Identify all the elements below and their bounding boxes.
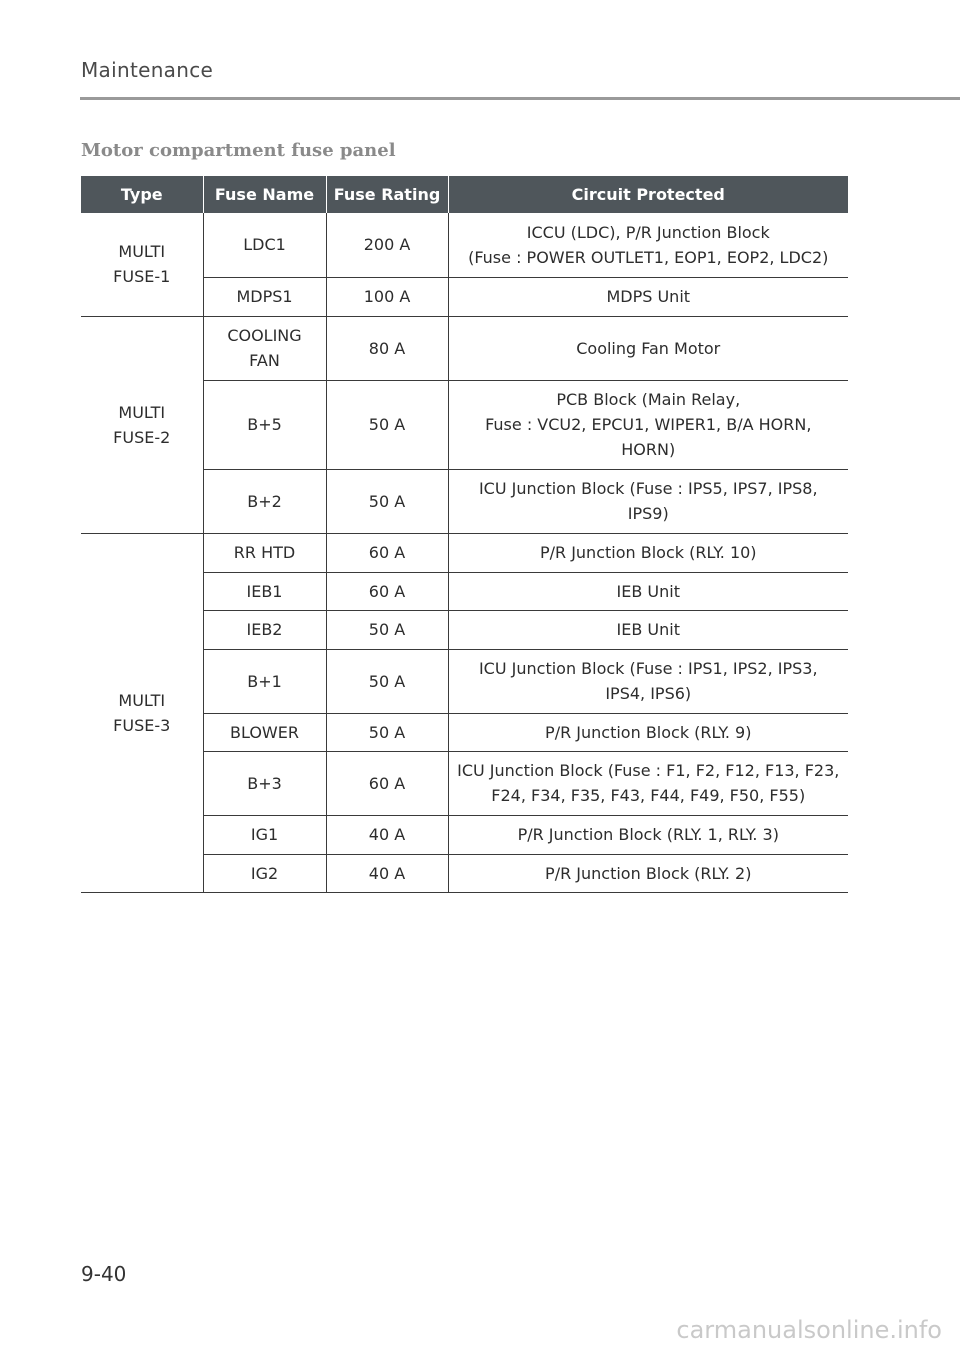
cell-fuse-rating: 50 A: [326, 610, 448, 649]
cell-fuse-name: RR HTD: [203, 533, 326, 572]
cell-fuse-rating: 60 A: [326, 572, 448, 610]
table-row: [81, 316, 848, 380]
cell-circuit-protected: IEB Unit: [448, 572, 848, 610]
cell-circuit-protected: P/R Junction Block (RLY. 9): [448, 713, 848, 751]
cell-type: MULTI FUSE-2: [81, 316, 203, 533]
cell-fuse-name: COOLING FAN: [203, 316, 326, 380]
cell-fuse-name: B+2: [203, 469, 326, 533]
cell-fuse-rating: 50 A: [326, 469, 448, 533]
cell-circuit-protected: P/R Junction Block (RLY. 10): [448, 533, 848, 572]
cell-circuit-protected: PCB Block (Main Relay, Fuse : VCU2, EPCU1, WIPER1, B/A HORN, HORN): [448, 380, 848, 469]
cell-circuit-protected: MDPS Unit: [448, 277, 848, 316]
cell-fuse-rating: 40 A: [326, 854, 448, 892]
cell-fuse-rating: 60 A: [326, 533, 448, 572]
table-header-row: [81, 176, 848, 213]
cell-type: MULTI FUSE-1: [81, 213, 203, 316]
cell-circuit-protected: IEB Unit: [448, 610, 848, 649]
cell-fuse-rating: 80 A: [326, 316, 448, 380]
fuse-table: [81, 176, 848, 893]
fuse-table-body: [81, 213, 848, 892]
cell-fuse-name: IEB2: [203, 610, 326, 649]
cell-circuit-protected: ICU Junction Block (Fuse : F1, F2, F12, F13, F23, F24, F34, F35, F43, F44, F49, F50, F55): [448, 751, 848, 815]
cell-circuit-protected: ICU Junction Block (Fuse : IPS1, IPS2, IPS3, IPS4, IPS6): [448, 649, 848, 713]
column-header-type: Type: [81, 176, 203, 213]
cell-fuse-name: LDC1: [203, 213, 326, 277]
table-row: [81, 533, 848, 572]
cell-circuit-protected: ICU Junction Block (Fuse : IPS5, IPS7, IPS8, IPS9): [448, 469, 848, 533]
cell-fuse-rating: 200 A: [326, 213, 448, 277]
cell-fuse-rating: 100 A: [326, 277, 448, 316]
watermark: carmanualsonline.info: [676, 1316, 942, 1344]
cell-circuit-protected: Cooling Fan Motor: [448, 316, 848, 380]
cell-fuse-name: MDPS1: [203, 277, 326, 316]
cell-fuse-name: B+1: [203, 649, 326, 713]
section-title: Motor compartment fuse panel: [81, 140, 396, 161]
table-row: [81, 213, 848, 277]
column-header-circuit-protected: Circuit Protected: [448, 176, 848, 213]
cell-fuse-name: B+5: [203, 380, 326, 469]
cell-fuse-rating: 50 A: [326, 713, 448, 751]
cell-circuit-protected: ICCU (LDC), P/R Junction Block (Fuse : POWER OUTLET1, EOP1, EOP2, LDC2): [448, 213, 848, 277]
cell-fuse-rating: 50 A: [326, 380, 448, 469]
cell-fuse-name: IEB1: [203, 572, 326, 610]
cell-fuse-rating: 40 A: [326, 815, 448, 854]
page-number: 9-40: [81, 1262, 127, 1286]
cell-fuse-name: B+3: [203, 751, 326, 815]
cell-fuse-rating: 60 A: [326, 751, 448, 815]
cell-fuse-name: BLOWER: [203, 713, 326, 751]
column-header-fuse-rating: Fuse Rating: [326, 176, 448, 213]
cell-fuse-name: IG2: [203, 854, 326, 892]
cell-circuit-protected: P/R Junction Block (RLY. 2): [448, 854, 848, 892]
cell-type: MULTI FUSE-3: [81, 533, 203, 892]
header-divider: [80, 97, 960, 100]
cell-fuse-rating: 50 A: [326, 649, 448, 713]
page-header-title: Maintenance: [81, 58, 214, 82]
cell-circuit-protected: P/R Junction Block (RLY. 1, RLY. 3): [448, 815, 848, 854]
cell-fuse-name: IG1: [203, 815, 326, 854]
column-header-fuse-name: Fuse Name: [203, 176, 326, 213]
